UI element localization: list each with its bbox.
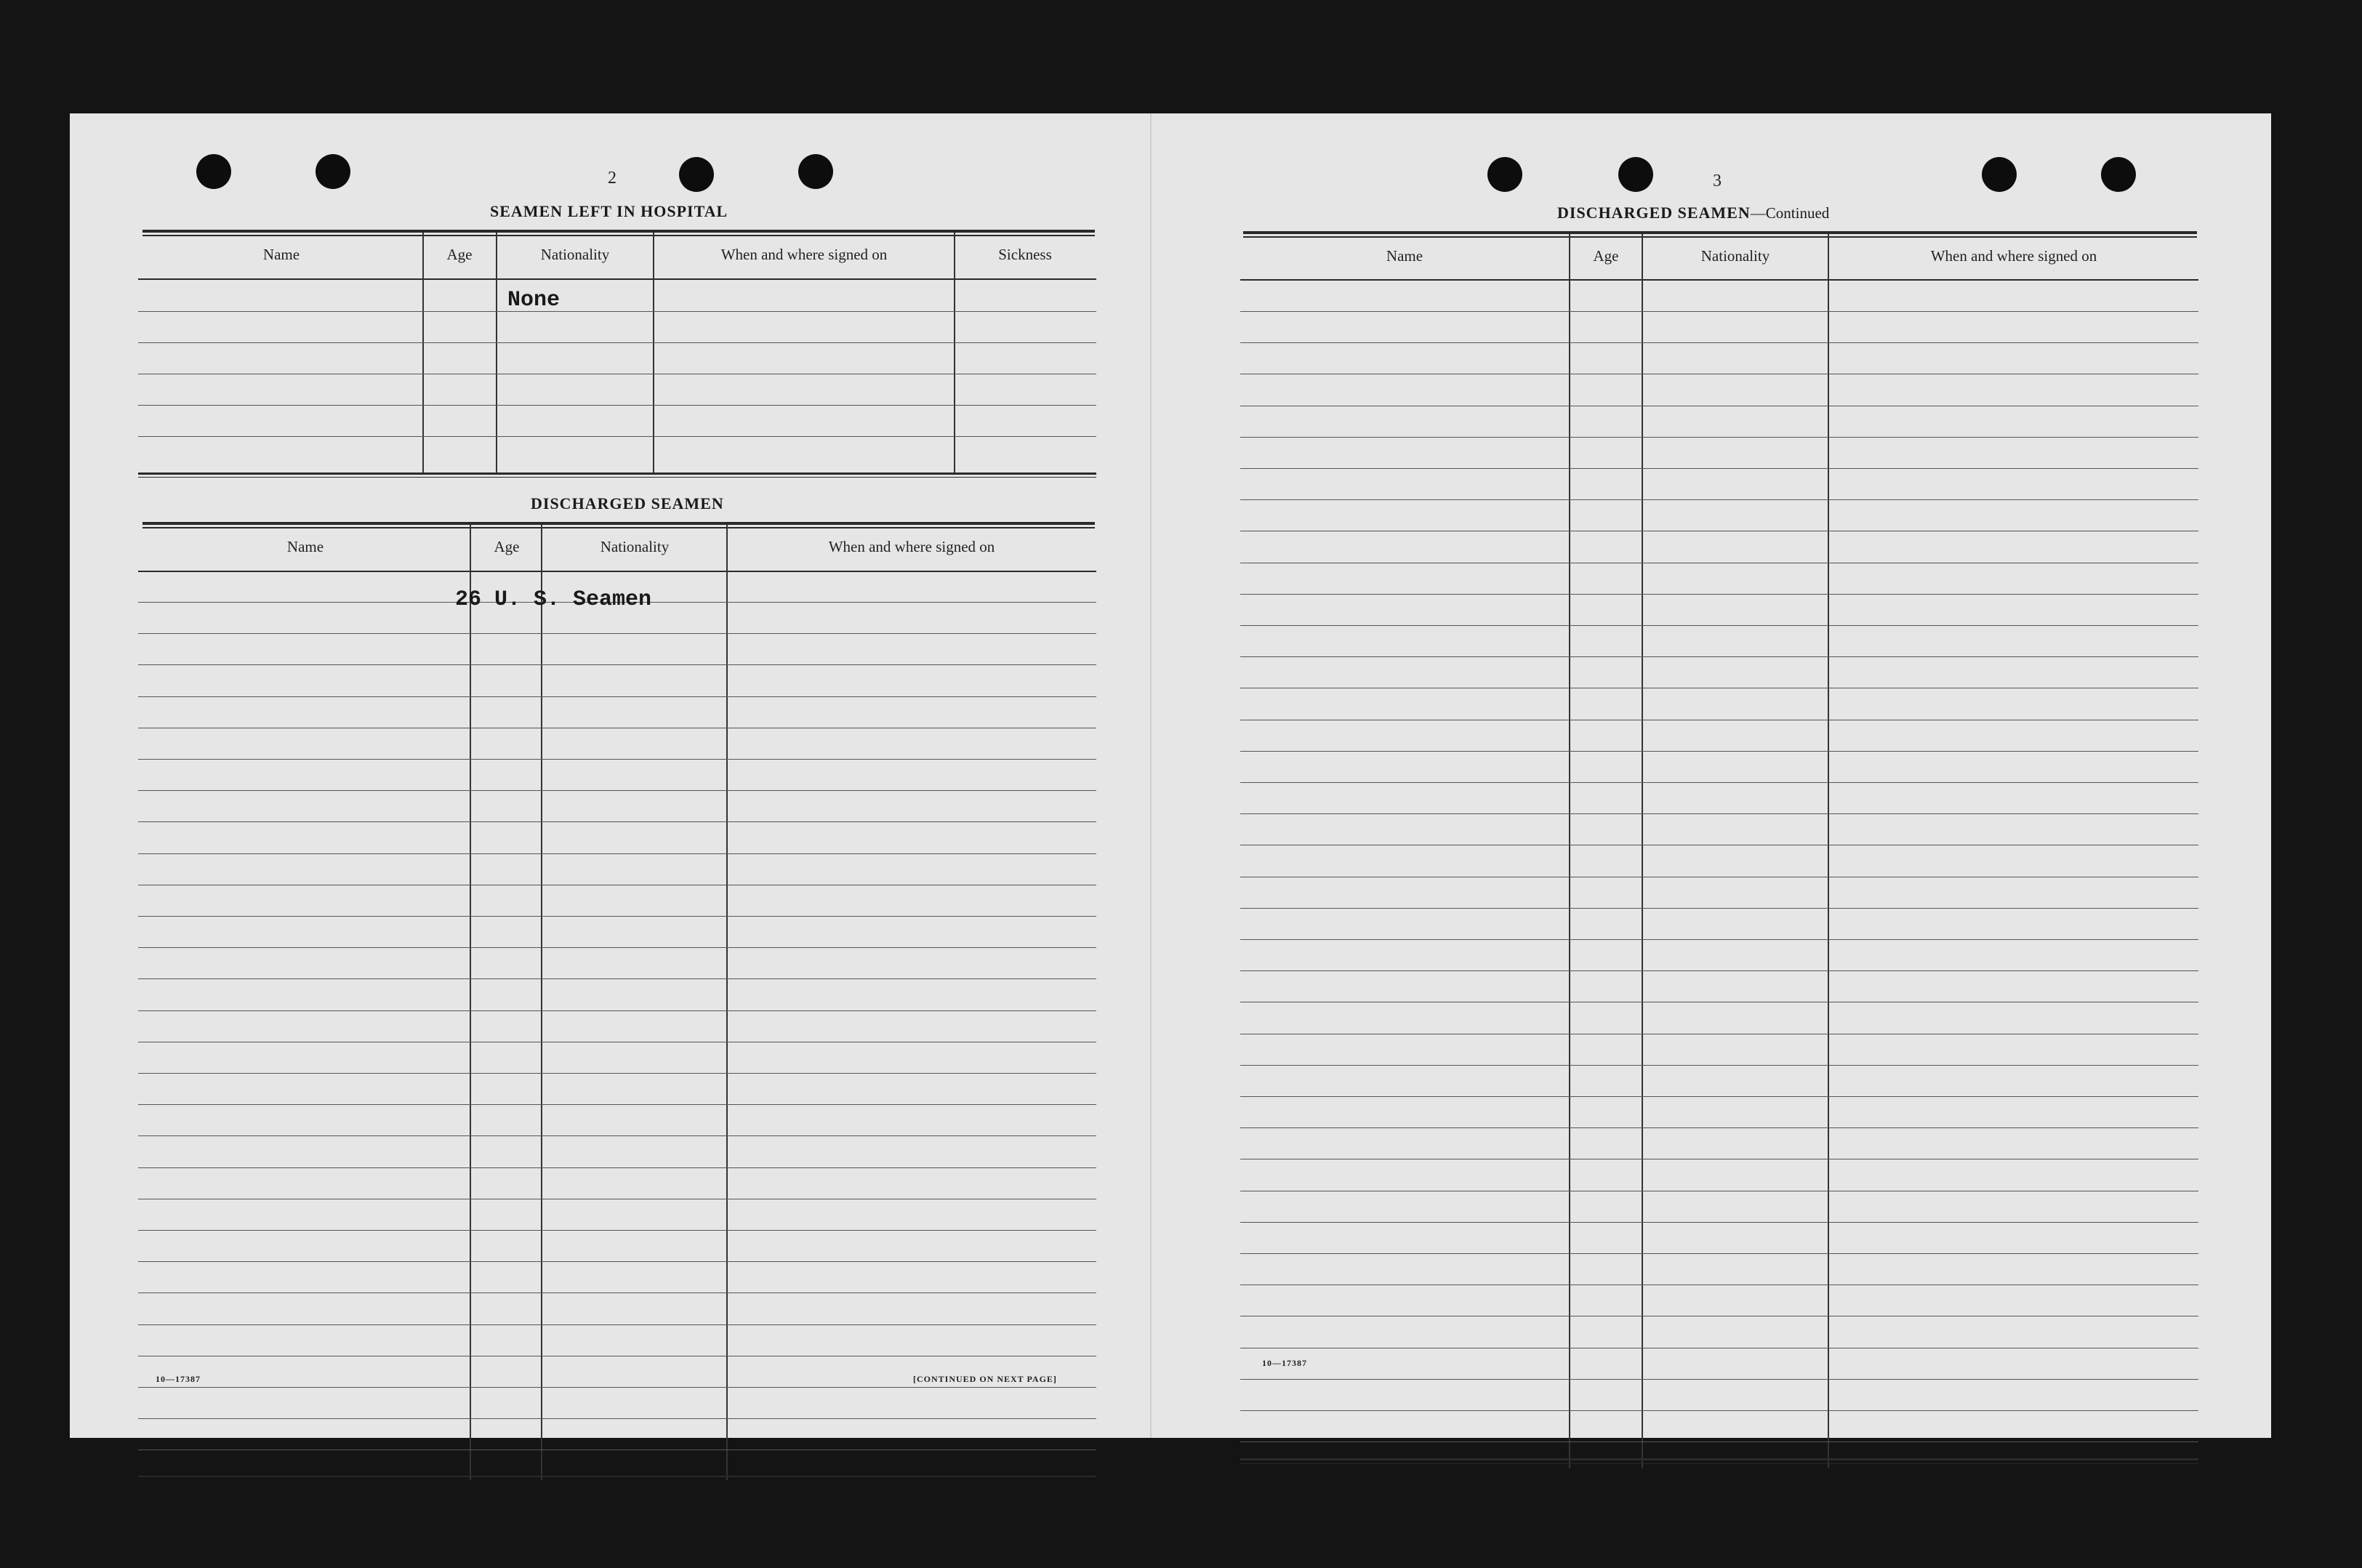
ruled-line [1240, 1253, 2198, 1254]
ruled-line [138, 664, 1096, 665]
right-col-age: Age [1593, 247, 1619, 265]
ruled-line [138, 1230, 1096, 1231]
discharged-col-name: Name [286, 538, 324, 555]
ruled-line [138, 759, 1096, 760]
continued-note: [CONTINUED ON NEXT PAGE] [913, 1374, 1057, 1384]
punch-hole [316, 154, 350, 189]
ruled-line [1240, 939, 2198, 940]
discharged-col-nationality: Nationality [600, 538, 670, 555]
ruled-line [138, 1104, 1096, 1105]
right-col-nationality: Nationality [1700, 247, 1770, 265]
ruled-line [1240, 342, 2198, 343]
continued-suffix: —Continued [1750, 204, 1830, 222]
ruled-line [1240, 437, 2198, 438]
discharged-entry: 26 U. S. Seamen [455, 587, 652, 612]
ruled-line [138, 916, 1096, 917]
hospital-col-signed-on: When and where signed on [720, 246, 888, 263]
hospital-col-age: Age [446, 246, 473, 263]
ruled-line [138, 947, 1096, 948]
punch-hole [2101, 157, 2136, 192]
ruled-line [1240, 1284, 2198, 1285]
ruled-line [1240, 1379, 2198, 1380]
form-number: 10—17387 [156, 1374, 201, 1384]
ruled-line [138, 790, 1096, 791]
ruled-line [1240, 311, 2198, 312]
discharged-continued-title [1557, 204, 1829, 222]
ruled-line [138, 853, 1096, 854]
ruled-line [1240, 499, 2198, 500]
punch-hole [1982, 157, 2017, 192]
hospital-col-sickness: Sickness [998, 246, 1052, 263]
hospital-entry: None [507, 288, 561, 313]
ruled-line [1240, 1222, 2198, 1223]
discharged-title: DISCHARGED SEAMEN [1557, 204, 1751, 222]
page-number: 3 [1713, 172, 1722, 190]
ruled-line [138, 978, 1096, 979]
page-fold [1150, 113, 1152, 1438]
right-col-signed-on: When and where signed on [1930, 247, 2097, 265]
hospital-col-nationality: Nationality [540, 246, 610, 263]
ruled-line [1240, 813, 2198, 814]
ruled-line [138, 1010, 1096, 1011]
ruled-line [138, 1292, 1096, 1293]
hospital-col-name: Name [262, 246, 300, 263]
ruled-line [1240, 1065, 2198, 1066]
page-number: 2 [608, 169, 616, 188]
punch-hole [798, 154, 833, 189]
ruled-line [138, 696, 1096, 697]
punch-hole [196, 154, 231, 189]
ruled-line [138, 1167, 1096, 1168]
ruled-line [1240, 594, 2198, 595]
punch-hole [1618, 157, 1653, 192]
ruled-line [138, 1387, 1096, 1388]
ruled-line [138, 1073, 1096, 1074]
hospital-section-title: SEAMEN LEFT IN HOSPITAL [490, 202, 728, 220]
right-col-name: Name [1386, 247, 1423, 265]
ruled-line [1240, 468, 2198, 469]
ruled-line [138, 1418, 1096, 1419]
discharged-col-age: Age [494, 538, 520, 555]
punch-hole [679, 157, 714, 192]
ruled-line [138, 1261, 1096, 1262]
ruled-line [1240, 1127, 2198, 1128]
ruled-line [138, 821, 1096, 822]
ruled-line [1240, 782, 2198, 783]
ruled-line [138, 1135, 1096, 1136]
ruled-line [1240, 625, 2198, 626]
ledger-sheet [70, 113, 2271, 1438]
form-number: 10—17387 [1262, 1358, 1307, 1368]
ruled-line [1240, 970, 2198, 971]
discharged-section-title: DISCHARGED SEAMEN [531, 494, 724, 512]
ruled-line [138, 1324, 1096, 1325]
punch-hole [1487, 157, 1522, 192]
ruled-line [1240, 656, 2198, 657]
ruled-line [138, 633, 1096, 634]
ruled-line [1240, 908, 2198, 909]
discharged-col-signed-on: When and where signed on [828, 538, 995, 555]
ruled-line [1240, 1410, 2198, 1411]
ruled-line [1240, 1096, 2198, 1097]
ruled-line [1240, 751, 2198, 752]
